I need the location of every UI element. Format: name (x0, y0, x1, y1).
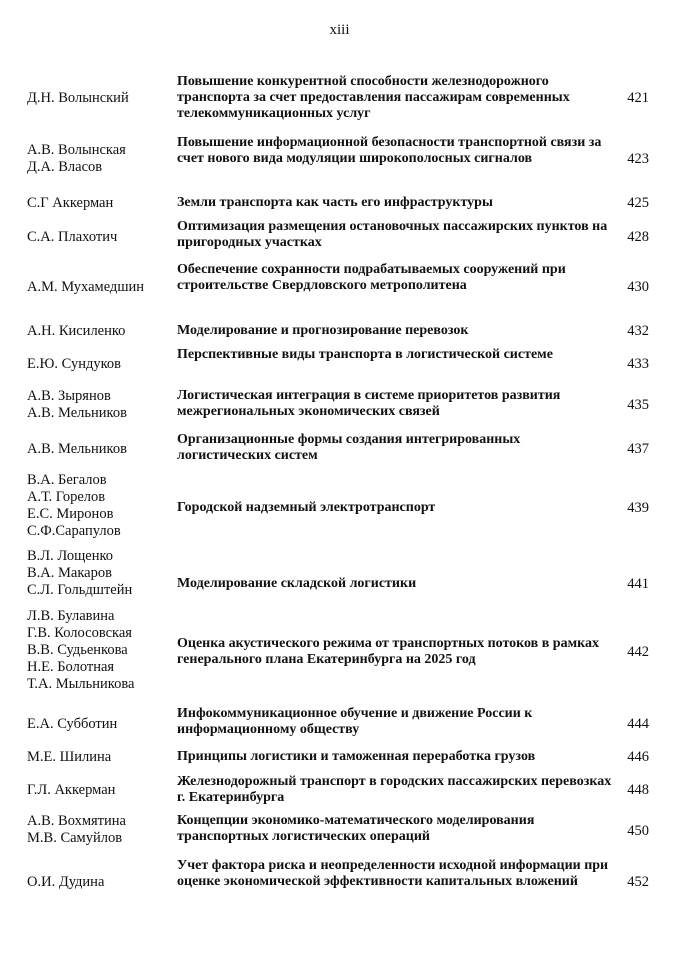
toc-entry (0, 772, 679, 810)
toc-entry-page-number: 425 (627, 195, 649, 211)
author-name: Г.В. Колосовская (27, 625, 132, 641)
toc-entry (0, 320, 679, 346)
toc-entry-title: Учет фактора риска и неопределенности исходной информации при оценке экономической эффективности капитальных вложений (177, 858, 609, 889)
author-name: А.В. Зырянов (27, 388, 111, 404)
author-name: В.А. Бегалов (27, 472, 107, 488)
author-name: М.Е. Шилина (27, 749, 112, 765)
toc-entry-authors (27, 874, 177, 891)
toc-entry-page-number: 442 (627, 644, 649, 660)
toc-entry-authors (27, 195, 177, 212)
toc-entry-authors (27, 142, 177, 176)
author-name: Н.Е. Болотная (27, 659, 115, 675)
toc-entry-page-number: 432 (627, 323, 649, 339)
toc-entry-page-number: 441 (627, 576, 649, 592)
toc-entry-title: Концепции экономико-математического моделирования транспортных логистических операций (177, 813, 535, 844)
author-name: А.В. Мельников (27, 441, 127, 457)
toc-entry-title: Перспективные виды транспорта в логистической системе (177, 347, 553, 362)
toc-entry-authors (27, 323, 177, 340)
author-name: О.И. Дудина (27, 874, 105, 890)
toc-entry (0, 813, 679, 853)
toc-entry-authors (27, 813, 177, 847)
toc-entry-page-number: 446 (627, 749, 649, 765)
toc-entry-page-number: 421 (627, 90, 649, 106)
author-name: А.Н. Кисиленко (27, 323, 126, 339)
author-name: М.В. Самуйлов (27, 830, 123, 846)
toc-entry-authors (27, 229, 177, 246)
toc-entry-page-number: 437 (627, 441, 649, 457)
author-name: С.Г Аккерман (27, 195, 114, 211)
toc-entry-authors (27, 548, 177, 599)
toc-entry-page-number: 433 (627, 356, 649, 372)
toc-entry-title: Инфокоммуникационное обучение и движение России к информационному обществу (177, 706, 533, 737)
toc-entry-authors (27, 441, 177, 458)
author-name: Е.А. Субботин (27, 716, 118, 732)
toc-entry-page-number: 444 (627, 716, 649, 732)
toc-entry-title: Организационные формы создания интегрированных логистических систем (177, 432, 521, 463)
toc-entry-authors (27, 90, 177, 107)
author-name: А.М. Мухамедшин (27, 279, 144, 295)
toc-entry-title: Повышение информационной безопасности транспортной связи за счет нового вида модуляции широкополосных сигналов (177, 135, 602, 166)
toc-entry-page-number: 439 (627, 500, 649, 516)
toc-entry-authors (27, 716, 177, 733)
toc-entry-title: Моделирование и прогнозирование перевозок (177, 323, 469, 338)
toc-entry-page-number: 452 (627, 874, 649, 890)
toc-entry (0, 262, 679, 320)
toc-entry (0, 346, 679, 382)
author-name: В.Л. Лощенко (27, 548, 114, 564)
author-name: С.Л. Гольдштейн (27, 582, 133, 598)
author-name: А.В. Волынская (27, 142, 126, 158)
author-name: А.В. Вохмятина (27, 813, 126, 829)
toc-entry (0, 854, 679, 914)
author-name: А.Т. Горелов (27, 489, 106, 505)
toc-entry-authors (27, 608, 177, 693)
toc-entry (0, 548, 679, 604)
toc-entry (0, 432, 679, 470)
toc-entry (0, 70, 679, 128)
toc-entry (0, 388, 679, 426)
toc-entry-authors (27, 782, 177, 799)
author-name: С.А. Плахотич (27, 229, 118, 245)
toc-entry (0, 192, 679, 216)
toc-entry-page-number: 435 (627, 397, 649, 413)
toc-entry-title: Городской надземный электротранспорт (177, 500, 436, 515)
toc-entry (0, 219, 679, 257)
author-name: Л.В. Булавина (27, 608, 115, 624)
toc-entry-title: Моделирование складской логистики (177, 576, 417, 591)
toc-entry-authors (27, 279, 177, 296)
toc-entry-title: Принципы логистики и таможенная переработка грузов (177, 749, 536, 764)
author-name: А.В. Мельников (27, 405, 127, 421)
toc-entry-authors (27, 388, 177, 422)
author-name: Т.А. Мыльникова (27, 676, 135, 692)
toc-entry (0, 608, 679, 698)
author-name: В.В. Судьенкова (27, 642, 128, 658)
toc-entry-page-number: 450 (627, 823, 649, 839)
author-name: Е.С. Миронов (27, 506, 114, 522)
toc-entry-title: Обеспечение сохранности подрабатываемых сооружений при строительстве Свердловского метрополитена (177, 262, 566, 293)
toc-entry-page-number: 430 (627, 279, 649, 295)
toc-entry-page-number: 448 (627, 782, 649, 798)
toc-entry-authors (27, 356, 177, 373)
author-name: С.Ф.Сарапулов (27, 523, 121, 539)
author-name: Д.Н. Волынский (27, 90, 129, 106)
toc-entry-title: Логистическая интеграция в системе приоритетов развития межрегиональных экономических связей (177, 388, 561, 419)
toc-entry-authors (27, 472, 177, 540)
toc-entry-title: Оптимизация размещения остановочных пассажирских пунктов на пригородных участках (177, 219, 608, 250)
author-name: В.А. Макаров (27, 565, 112, 581)
toc-entry (0, 133, 679, 191)
page-header-number: xiii (329, 22, 350, 38)
toc-entry-title: Земли транспорта как часть его инфраструктуры (177, 195, 493, 210)
toc-entry (0, 706, 679, 744)
toc-entry-title: Железнодорожный транспорт в городских пассажирских перевозках г. Екатеринбурга (177, 774, 612, 805)
toc-entry (0, 747, 679, 771)
author-name: Е.Ю. Сундуков (27, 356, 121, 372)
toc-entry-title: Повышение конкурентной способности железнодорожного транспорта за счет предоставления пассажирам современных телекоммуникационных услуг (177, 74, 570, 121)
toc-entry (0, 472, 679, 544)
toc-entry-title: Оценка акустического режима от транспортных потоков в рамках генерального плана Екатеринбурга на 2025 год (177, 636, 599, 667)
toc-entry-page-number: 423 (627, 151, 649, 167)
toc-entry-authors (27, 749, 177, 766)
author-name: Г.Л. Аккерман (27, 782, 116, 798)
author-name: Д.А. Власов (27, 159, 103, 175)
toc-entry-page-number: 428 (627, 229, 649, 245)
